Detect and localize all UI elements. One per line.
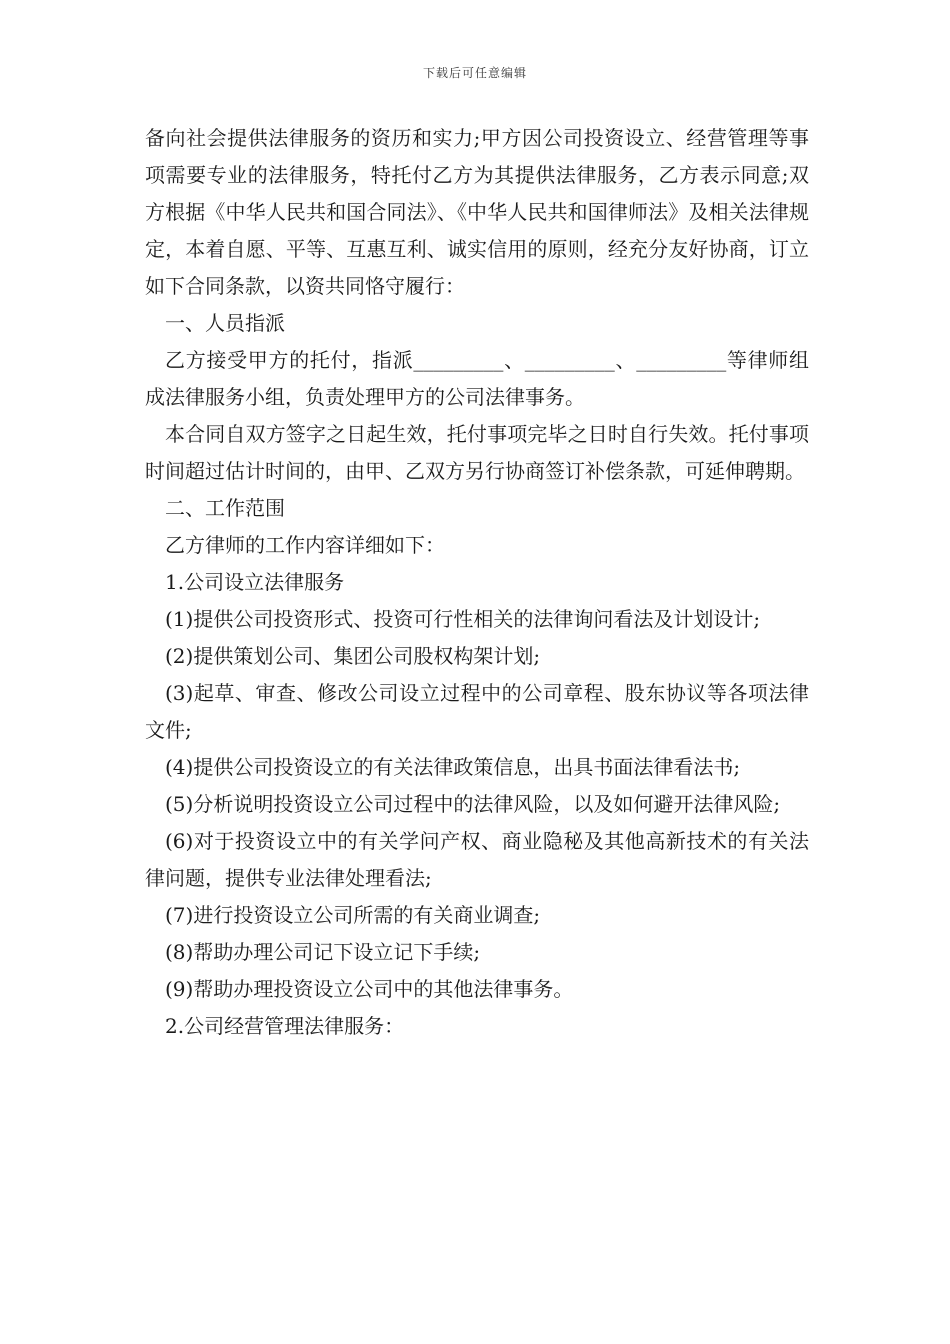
list-item-7: (7)进行投资设立公司所需的有关商业调查; (165, 903, 541, 927)
section-heading-personnel: 一、人员指派 (165, 311, 285, 335)
subheading-operations: 2.公司经营管理法律服务： (165, 1014, 405, 1038)
list-item-5: (5)分析说明投资设立公司过程中的法律风险，以及如何避开法律风险; (165, 792, 781, 816)
document-body (145, 120, 809, 1045)
list-item-1: (1)提供公司投资形式、投资可行性相关的法律询问看法及计划设计; (165, 607, 761, 631)
list-item-3: (3)起草、审查、修改公司设立过程中的公司章程、股东协议等各项法律文件; (145, 681, 809, 742)
paragraph-scope-intro: 乙方律师的工作内容详细如下： (165, 533, 445, 557)
paragraph-assignment: 乙方接受甲方的托付，指派_________、_________、_________等律师组成法律服务小组，负责处理甲方的公司法律事务。 (145, 348, 809, 409)
list-item-6: (6)对于投资设立中的有关学问产权、商业隐秘及其他高新技术的有关法律问题，提供专业法律处理看法; (145, 829, 809, 890)
section-heading-scope: 二、工作范围 (165, 496, 285, 520)
list-item-9: (9)帮助办理投资设立公司中的其他法律事务。 (165, 977, 574, 1001)
header-note: 下载后可任意编辑 (422, 66, 527, 80)
list-item-2: (2)提供策划公司、集团公司股权构架计划; (165, 644, 541, 668)
paragraph-preamble: 备向社会提供法律服务的资历和实力;甲方因公司投资设立、经营管理等事项需要专业的法律服务，特托付乙方为其提供法律服务，乙方表示同意;双方根据《中华人民共和国合同法》、《中华人民共和国律师法》及相关法律规定，本着自愿、平等、互惠互利、诚实信用的原则，经充分友好协商，订立如下合同条款，以资共同恪守履行： (145, 126, 809, 298)
paragraph-effective-term: 本合同自双方签字之日起生效，托付事项完毕之日时自行失效。托付事项时间超过估计时间的，由甲、乙双方另行协商签订补偿条款，可延伸聘期。 (145, 422, 809, 483)
list-item-4: (4)提供公司投资设立的有关法律政策信息，出具书面法律看法书; (165, 755, 741, 779)
subheading-company-setup: 1.公司设立法律服务 (165, 570, 345, 594)
list-item-8: (8)帮助办理公司记下设立记下手续; (165, 940, 481, 964)
